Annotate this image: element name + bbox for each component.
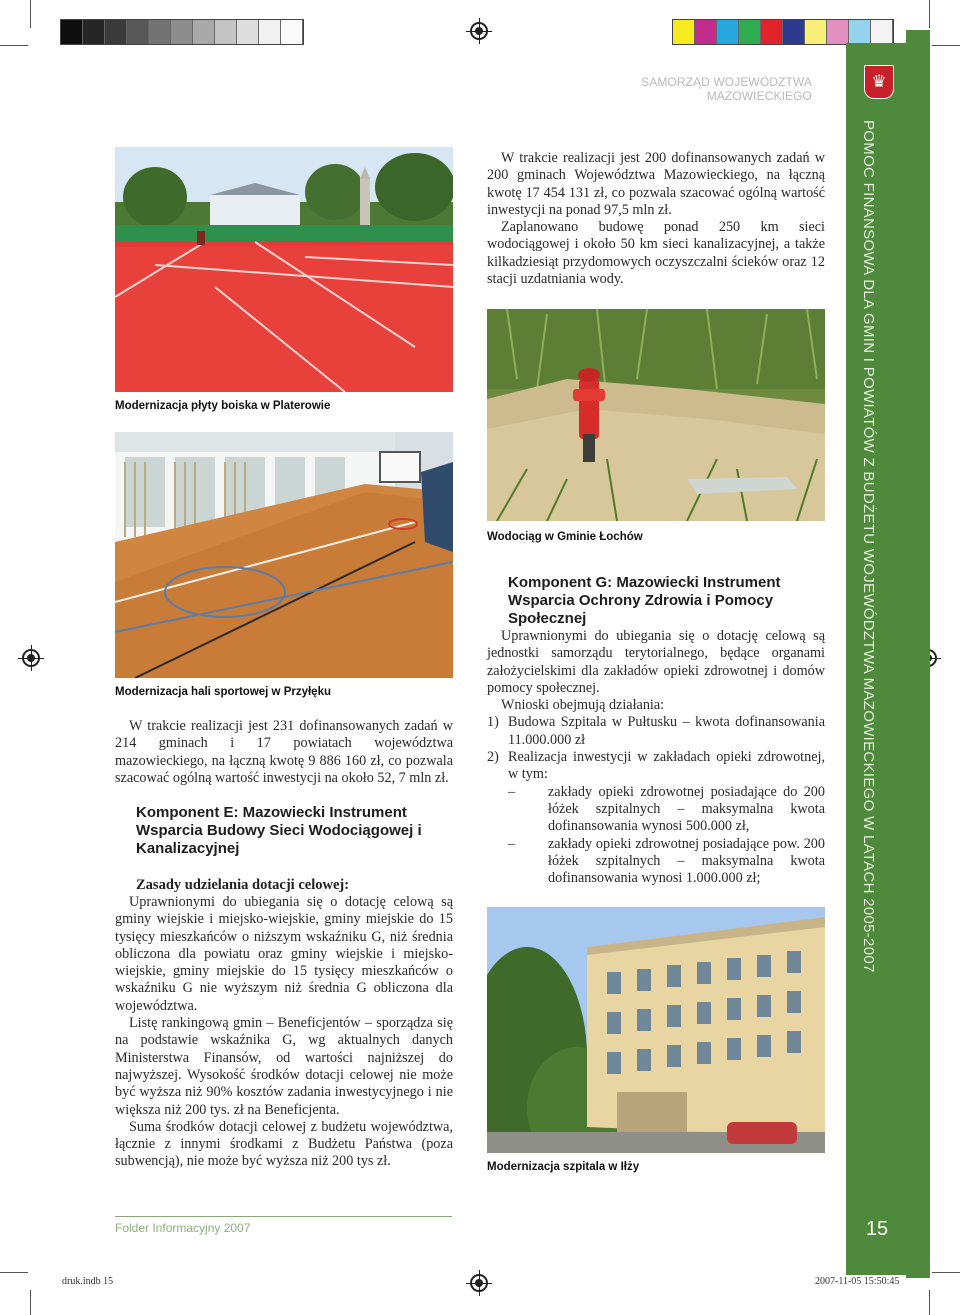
footer-rule bbox=[115, 1216, 452, 1217]
list-item-text: Realizacja inwestycji w zakładach opieki zdrowotnej, w tym: bbox=[508, 749, 825, 783]
crop-mark bbox=[929, 0, 930, 28]
slug-file: druk.indb 15 bbox=[62, 1276, 114, 1287]
crop-mark bbox=[932, 1272, 960, 1273]
list-item-label: 2) bbox=[487, 749, 499, 766]
registration-mark-icon bbox=[22, 649, 40, 667]
caption-hospital: Modernizacja szpitala w Iłży bbox=[487, 1161, 640, 1173]
component-g-body bbox=[487, 628, 825, 887]
page-number: 15 bbox=[865, 1218, 889, 1240]
registration-mark-icon bbox=[470, 1274, 488, 1292]
component-e-heading: Komponent E: Mazowiecki Instrument Wsparcia Budowy Sieci Wodociągowej i Kanalizacyjnej bbox=[136, 804, 422, 857]
caption-sports-court: Modernizacja płyty boiska w Platerowie bbox=[115, 400, 331, 412]
crop-mark bbox=[929, 1290, 930, 1315]
photo-hydrant bbox=[487, 309, 825, 521]
component-g-paragraph: Uprawnionymi do ubiegania się o dotację celową są jednostki samorządu terytorialnego, będące organami założycielskimi dla zakładów opieki zdrowotnej i domów pomocy społecznej. bbox=[487, 628, 825, 696]
component-e-paragraph: Listę rankingową gmin – Beneficjentów – sporządza się na podstawie wskaźnika G, wg aktualnych danych Ministerstwa Finansów, od wartości najniższej do najwyższej. Wysokość środków dotacji celowej nie może być wyższa niż 90% kosztów zadania inwestycyjnego i nie większa niż 200 tys. zł na Beneficjenta. bbox=[115, 1015, 453, 1118]
crop-mark bbox=[30, 0, 31, 28]
component-g-heading: Komponent G: Mazowiecki Instrument Wsparcia Ochrony Zdrowia i Pomocy Społecznej bbox=[508, 574, 781, 627]
crop-mark bbox=[0, 45, 28, 46]
slug-date: 2007-11-05 15:50:45 bbox=[815, 1276, 900, 1287]
crop-mark bbox=[30, 1290, 31, 1315]
side-band bbox=[846, 43, 908, 1275]
list-item bbox=[487, 714, 825, 749]
right-intro-text: Zaplanowano budowę ponad 250 km sieci wodociągowej i około 50 km sieci kanalizacyjnej, a także kilkadziesiąt przydomowych oczyszczalni ścieków oraz 12 stacji uzdatniania wody. bbox=[487, 219, 825, 288]
crop-mark bbox=[932, 45, 960, 46]
sub-list-item-text: zakłady opieki zdrowotnej posiadające pow. 200 łóżek szpitalnych – maksymalna kwota dofinansowania wynosi 1.000.000 zł; bbox=[548, 835, 825, 887]
caption-sports-hall: Modernizacja hali sportowej w Przyłęku bbox=[115, 686, 332, 698]
list-item-label: 1) bbox=[487, 714, 499, 731]
left-intro-paragraph bbox=[115, 718, 453, 787]
photo-sports-hall bbox=[115, 432, 453, 678]
header-organization: SAMORZĄD WOJEWÓDZTWA MAZOWIECKIEGO bbox=[641, 75, 812, 103]
component-e-paragraph: Uprawnionymi do ubiegania się o dotację celową są gminy wiejskie i miejsko-wiejskie, gminy miejskie do 15 tysięcy mieszkańców o niższym wskaźniku G, niż średnia obliczona dla powiatu oraz gminy wiejskie i miejsko-wiejskie, gminy miejskie do 15 tysięcy mieszkańców o wskaźniku G nie wyższym niż średnia G obliczona dla województwa. bbox=[115, 894, 453, 1014]
sub-list-item bbox=[487, 836, 825, 888]
right-intro-paragraph bbox=[487, 150, 825, 288]
footer-publication: Folder Informacyjny 2007 bbox=[115, 1221, 251, 1235]
caption-hydrant: Wodociąg w Gminie Łochów bbox=[487, 531, 643, 543]
component-g-paragraph: Wnioski obejmują działania: bbox=[501, 697, 665, 714]
right-intro-text: W trakcie realizacji jest 200 dofinansowanych zadań w 200 gminach Województwa Mazowieckiego, na łączną kwotę 17 454 131 zł, co pozwala szacować ogólną wartość inwestycji na ponad 97,5 mln zł. bbox=[487, 150, 825, 218]
left-intro-text: W trakcie realizacji jest 231 dofinansowanych zadań w 214 gminach i 17 powiatach województwa mazowieckiego, na łączną kwotę 9 886 160 zł, co pozwala szacować ogólną wartość inwestycji na około 52, 7 mln zł. bbox=[115, 718, 453, 786]
side-band-title: POMOC FINANSOWA DLA GMIN I POWIATÓW Z BUDŻETU WOJEWÓDZTWA MAZOWIECKIEGO W LATACH 2005-2007 bbox=[860, 120, 877, 973]
sub-list-item-label: – bbox=[508, 783, 516, 800]
sub-list-item-text: zakłady opieki zdrowotnej posiadające do 200 łóżek szpitalnych – maksymalna kwota dofinansowania wynosi 500.000 zł, bbox=[548, 783, 825, 835]
registration-mark-icon bbox=[470, 22, 488, 40]
sub-list-item-label: – bbox=[508, 835, 516, 852]
cmyk-color-bar bbox=[672, 19, 894, 45]
component-e-body bbox=[115, 894, 453, 1171]
component-e-paragraph: Suma środków dotacji celowej z budżetu województwa, łącznie z innymi środkami z Budżetu Państwa (poza subwencją), nie może być wyższa niż 200 tys zł. bbox=[115, 1118, 453, 1170]
list-item bbox=[487, 749, 825, 784]
photo-sports-court bbox=[115, 147, 453, 392]
crop-mark bbox=[0, 1272, 28, 1273]
list-item-text: Budowa Szpitala w Pułtusku – kwota dofinansowania 11.000.000 zł bbox=[508, 714, 825, 748]
side-band-bleed bbox=[906, 30, 930, 1278]
grayscale-color-bar bbox=[60, 19, 304, 45]
photo-hospital bbox=[487, 907, 825, 1153]
coat-of-arms-icon: ♛ bbox=[864, 65, 894, 99]
sub-list-item bbox=[487, 784, 825, 836]
component-e-subheading: Zasady udzielania dotacji celowej: bbox=[136, 877, 350, 893]
